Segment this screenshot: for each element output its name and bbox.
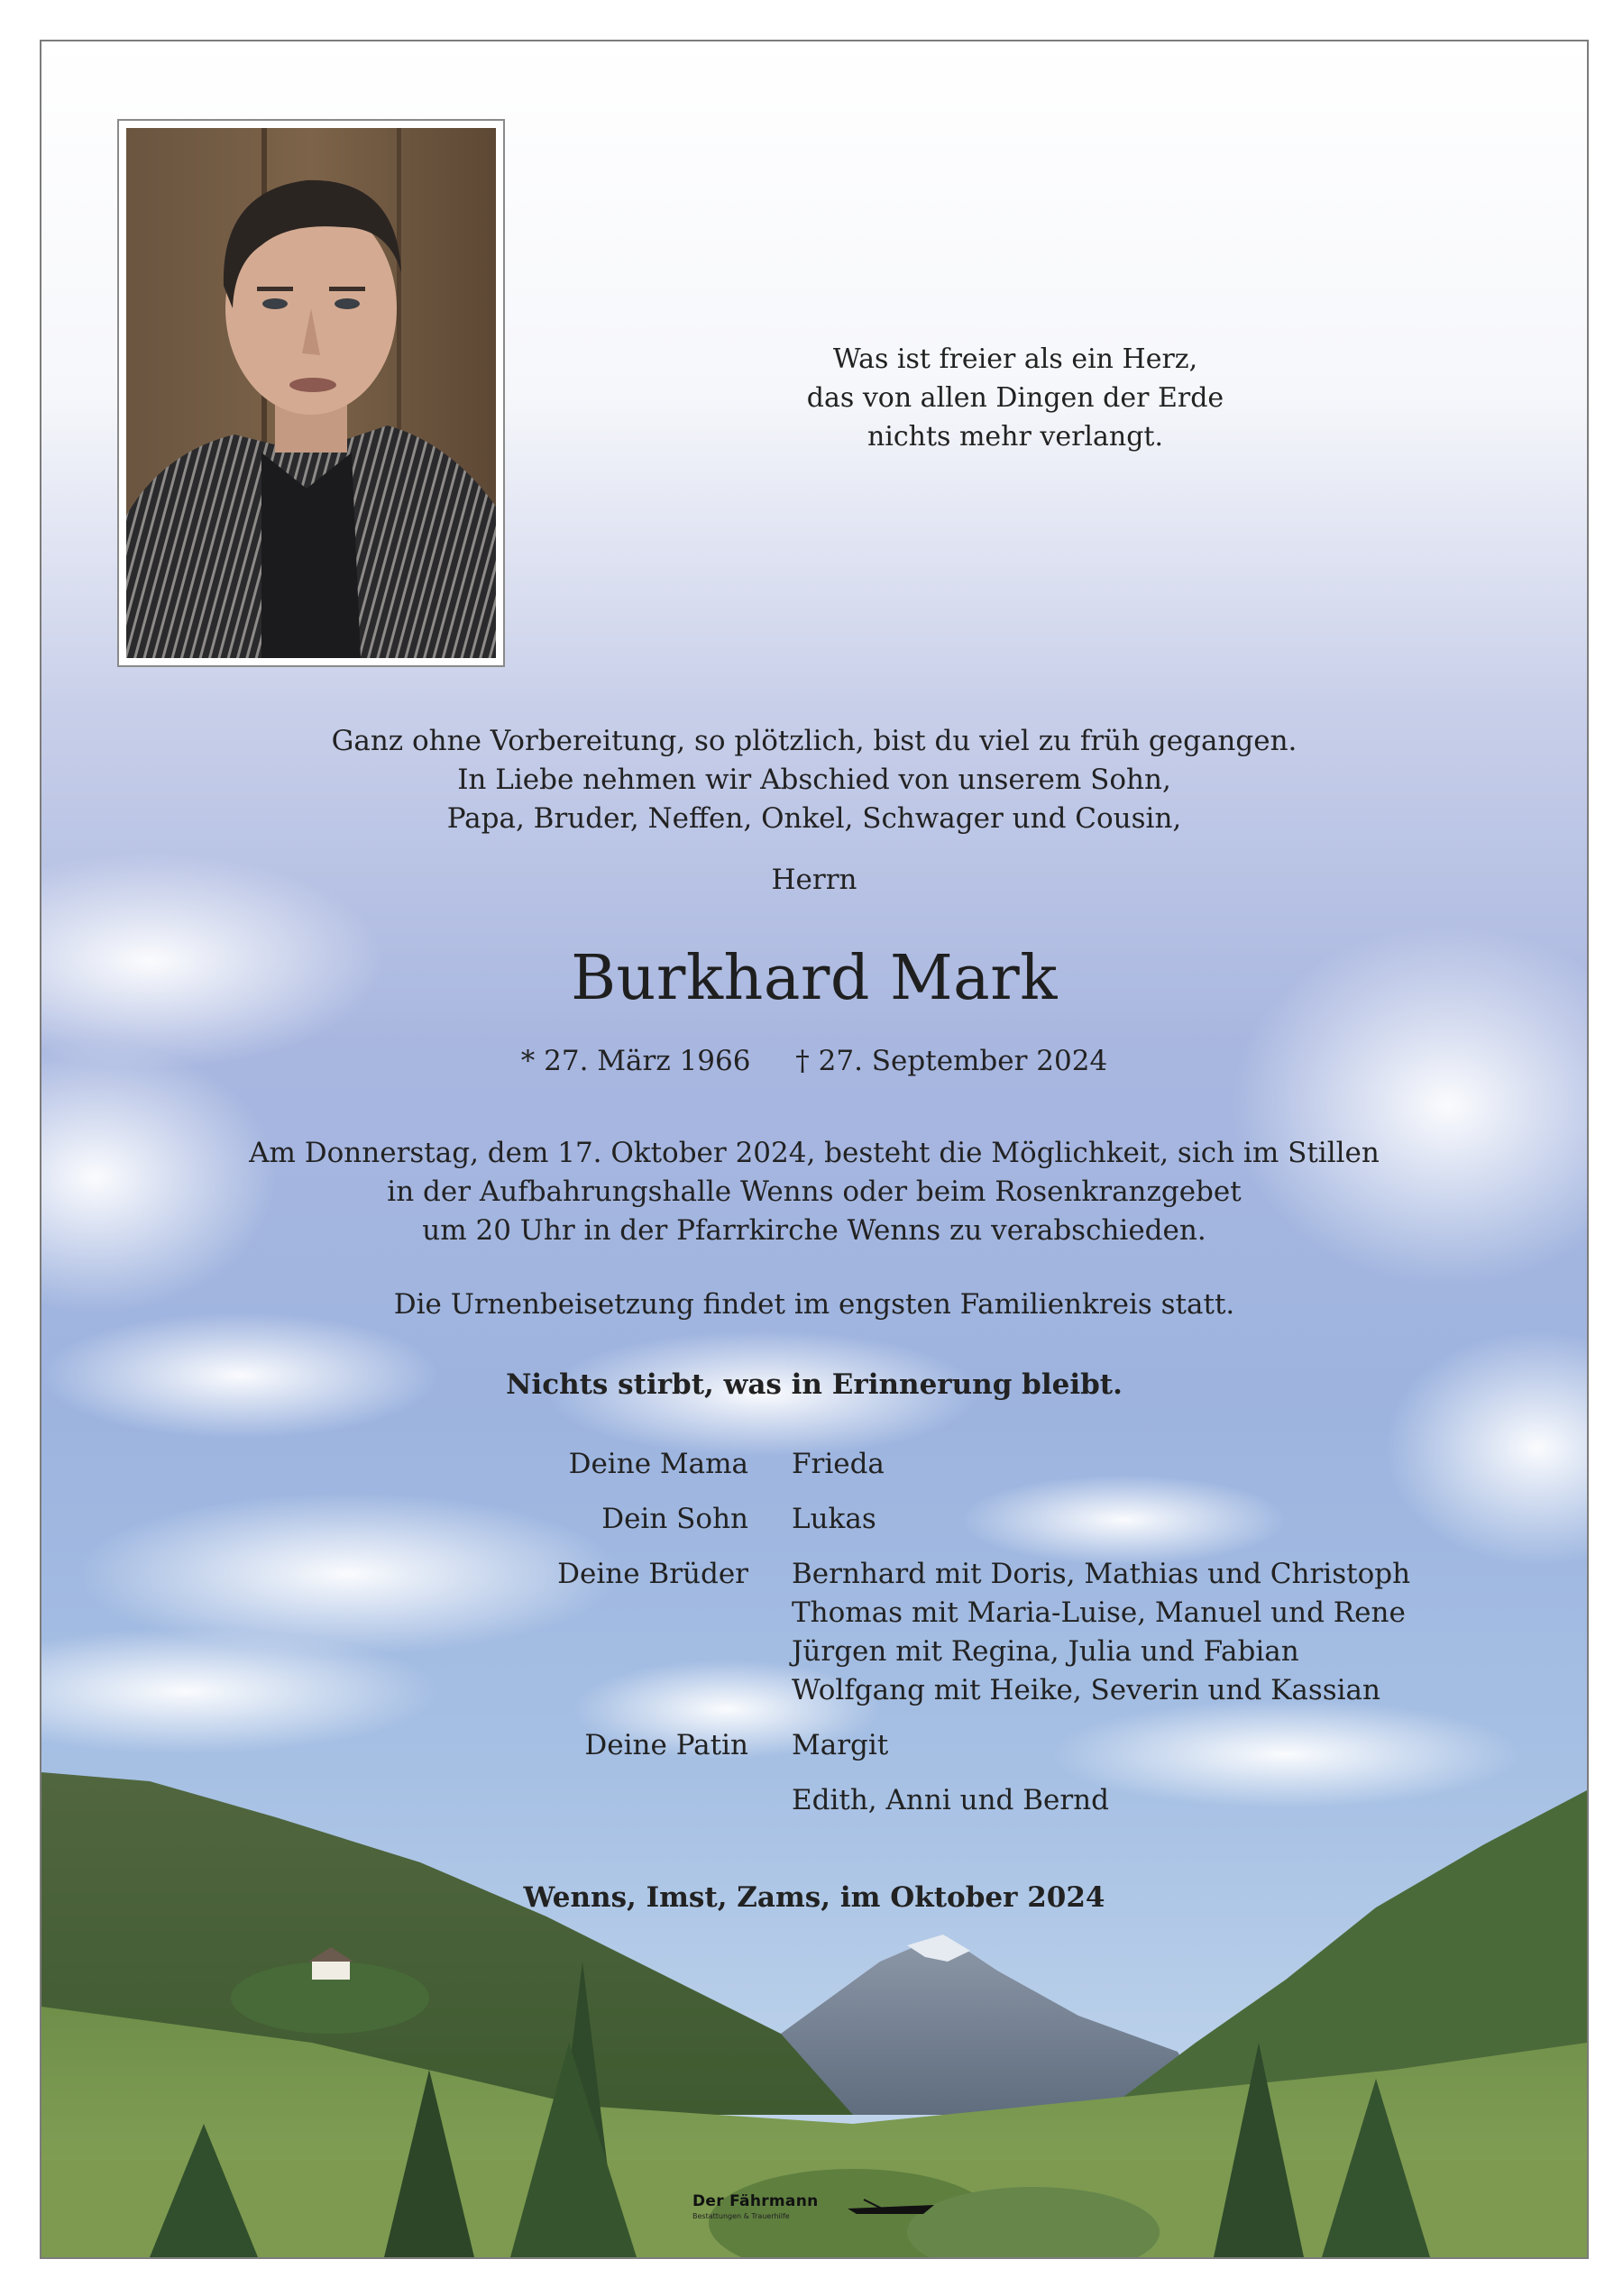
- mourner-names: [792, 1726, 1587, 1765]
- mourner-relation: Deine Mama: [568, 1448, 748, 1480]
- mourner-names: [792, 1781, 1587, 1820]
- logo-tagline: Bestattungen & Trauerhilfe: [692, 2212, 790, 2220]
- mourner-name: Jürgen mit Regina, Julia und Fabian: [792, 1635, 1299, 1668]
- salutation: Herrn: [771, 864, 857, 896]
- mourners-list: [41, 1445, 1587, 1836]
- intro-line: Ganz ohne Vorbereitung, so plötzlich, bist du viel zu früh gegangen.: [331, 725, 1297, 757]
- farewell-info: [41, 1134, 1587, 1250]
- mourner-row: [41, 1500, 1587, 1539]
- mourner-names: [792, 1500, 1587, 1539]
- obituary-card: [40, 40, 1589, 2259]
- mourner-row: [41, 1781, 1587, 1820]
- burial-note: Die Urnenbeisetzung findet im engsten Familienkreis statt.: [393, 1288, 1235, 1321]
- mourner-relation: [41, 1781, 792, 1820]
- portrait-photo-frame: [117, 119, 505, 667]
- info-line: Am Donnerstag, dem 17. Oktober 2024, besteht die Möglichkeit, sich im Stillen: [249, 1137, 1380, 1169]
- mourner-name: Thomas mit Maria-Luise, Manuel und Rene: [792, 1596, 1406, 1629]
- intro-line: In Liebe nehmen wir Abschied von unserem Sohn,: [457, 764, 1171, 796]
- portrait-photo: [126, 128, 496, 658]
- mourner-name: Bernhard mit Doris, Mathias und Christoph: [792, 1558, 1411, 1590]
- motto-line: das von allen Dingen der Erde: [806, 382, 1224, 414]
- memorial-quote: Nichts stirbt, was in Erinnerung bleibt.: [506, 1368, 1123, 1401]
- place-and-date: Wenns, Imst, Zams, im Oktober 2024: [523, 1881, 1105, 1914]
- mourner-name: Edith, Anni und Bernd: [792, 1784, 1109, 1816]
- logo-name: Der Fährmann: [692, 2192, 819, 2210]
- mourner-name: Wolfgang mit Heike, Severin und Kassian: [792, 1674, 1380, 1706]
- death-date: † 27. September 2024: [795, 1045, 1108, 1077]
- mourner-names: [792, 1445, 1587, 1484]
- motto-verse: [673, 340, 1358, 456]
- mourner-name: Lukas: [792, 1503, 876, 1535]
- boat-icon: [846, 2198, 936, 2219]
- intro-text: [41, 722, 1587, 838]
- birth-date: * 27. März 1966: [520, 1045, 751, 1077]
- deceased-name: Burkhard Mark: [571, 943, 1058, 1014]
- mourner-row: [41, 1726, 1587, 1765]
- mourner-relation: Dein Sohn: [601, 1503, 748, 1535]
- motto-line: nichts mehr verlangt.: [867, 421, 1164, 453]
- mourner-relation: Deine Patin: [584, 1729, 748, 1761]
- life-dates: [41, 1042, 1587, 1081]
- mourner-name: Frieda: [792, 1448, 885, 1480]
- intro-line: Papa, Bruder, Neffen, Onkel, Schwager und Cousin,: [446, 802, 1182, 835]
- info-line: um 20 Uhr in der Pfarrkirche Wenns zu verabschieden.: [422, 1214, 1206, 1247]
- motto-line: Was ist freier als ein Herz,: [832, 343, 1198, 375]
- funeral-home-logo: [692, 2192, 963, 2237]
- info-line: in der Aufbahrungshalle Wenns oder beim Rosenkranzgebet: [387, 1175, 1242, 1208]
- mourner-row: [41, 1445, 1587, 1484]
- mourner-row: [41, 1555, 1587, 1710]
- mourner-relation: Deine Brüder: [557, 1558, 748, 1590]
- mourner-names: [792, 1555, 1587, 1710]
- mourner-name: Margit: [792, 1729, 889, 1761]
